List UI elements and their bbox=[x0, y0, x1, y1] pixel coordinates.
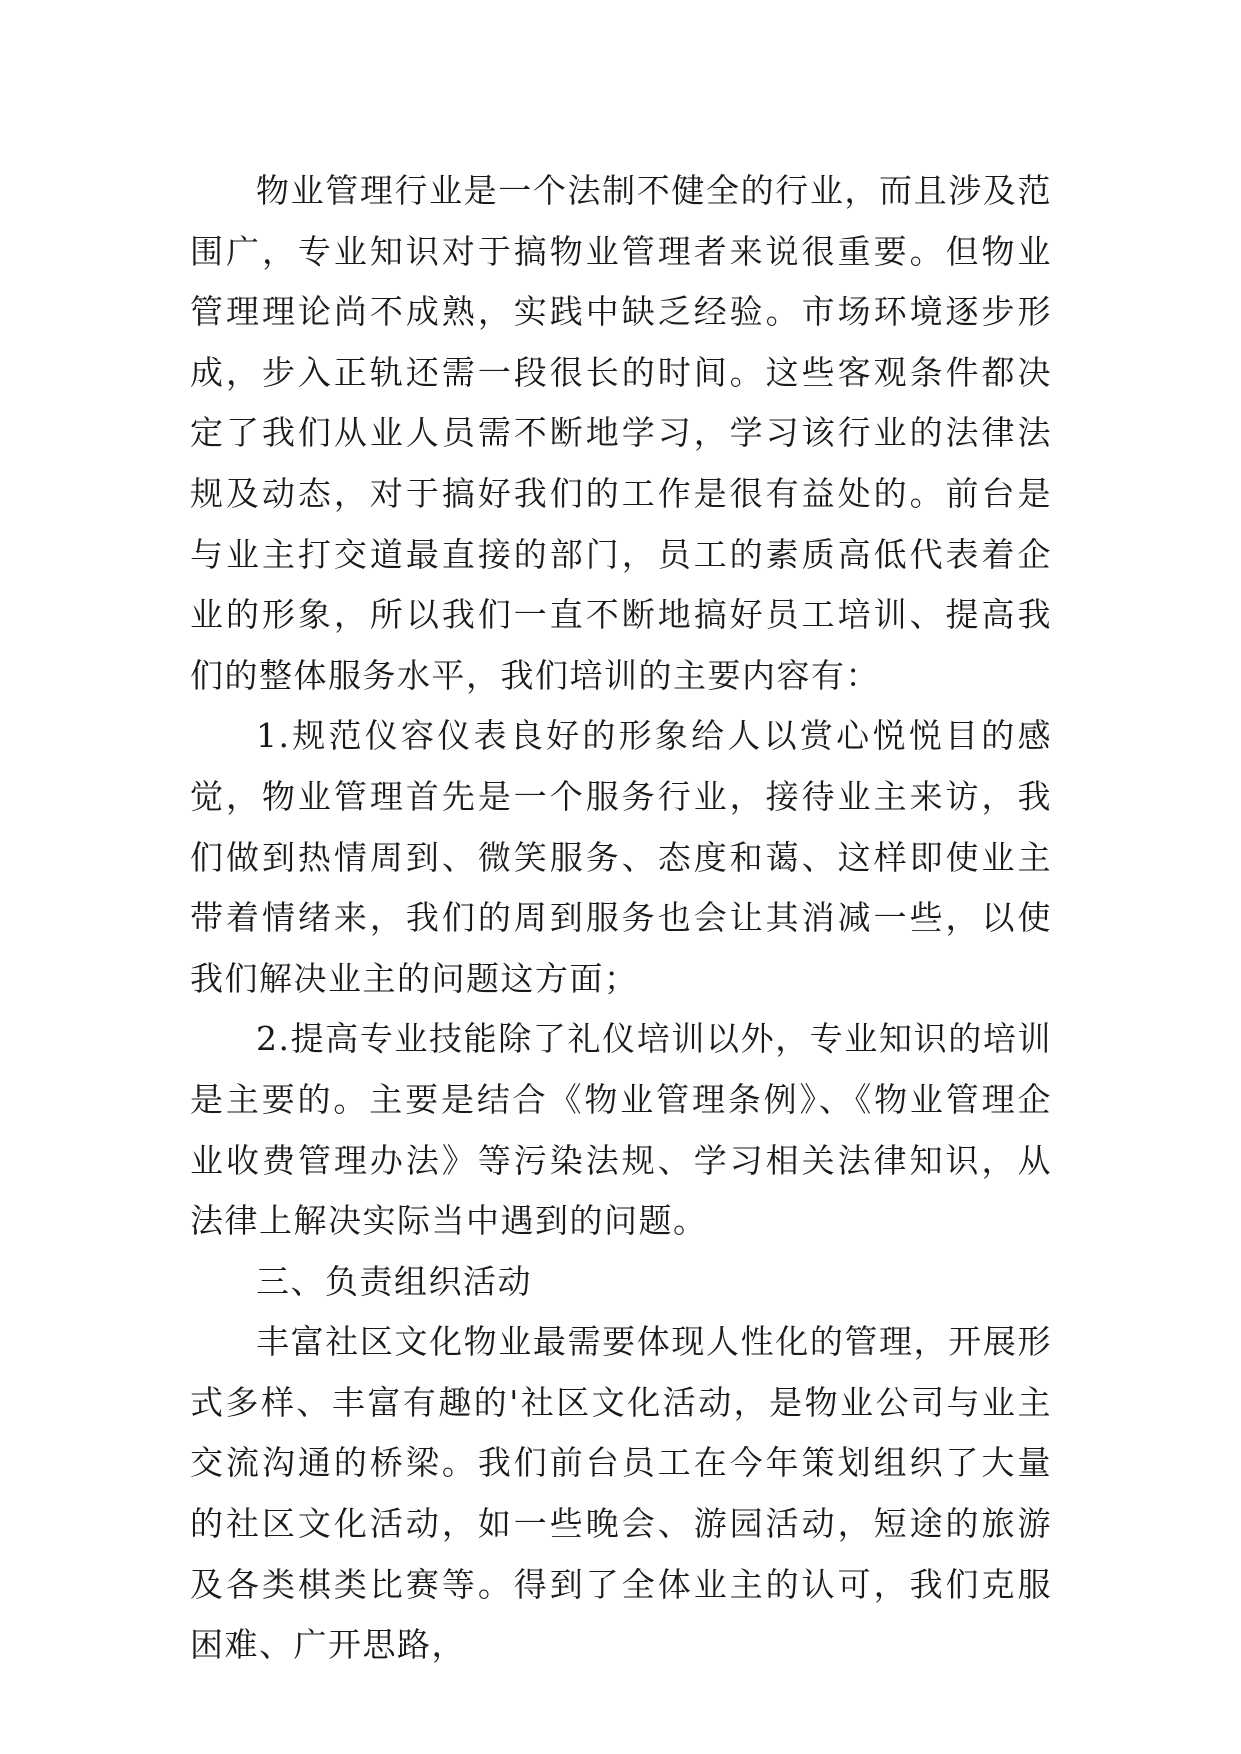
paragraph-community-culture: 丰富社区文化物业最需要体现人性化的管理，开展形式多样、丰富有趣的'社区文化活动，是物业公司与业主交流沟通的桥梁。我们前台员工在今年策划组织了大量的社区文化活动，如一些晚会、游园活动，短途的旅游及各类棋类比赛等。得到了全体业主的认可，我们克服困难、广开思路， bbox=[190, 1322, 1052, 1665]
section-heading-activities: 三、负责组织活动 bbox=[256, 1261, 532, 1301]
document-body bbox=[190, 161, 1052, 1676]
paragraph-industry-learning: 物业管理行业是一个法制不健全的行业，而且涉及范围广，专业知识对于搞物业管理者来说很重要。但物业管理理论尚不成熟，实践中缺乏经验。市场环境逐步形成，步入正轨还需一段很长的时间。这些客观条件都决定了我们从业人员需不断地学习，学习该行业的法律法规及动态，对于搞好我们的工作是很有益处的。前台是与业主打交道最直接的部门，员工的素质高低代表着企业的形象，所以我们一直不断地搞好员工培训、提高我们的整体服务水平，我们培训的主要内容有： bbox=[190, 171, 1052, 695]
paragraph-etiquette: 1.规范仪容仪表良好的形象给人以赏心悦悦目的感觉，物业管理首先是一个服务行业，接待业主来访，我们做到热情周到、微笑服务、态度和蔼、这样即使业主带着情绪来，我们的周到服务也会让其消减一些，以使我们解决业主的问题这方面； bbox=[190, 716, 1052, 998]
paragraph-professional-skills: 2.提高专业技能除了礼仪培训以外，专业知识的培训是主要的。主要是结合《物业管理条例》、《物业管理企业收费管理办法》等污染法规、学习相关法律知识，从法律上解决实际当中遇到的问题。 bbox=[190, 1019, 1052, 1241]
